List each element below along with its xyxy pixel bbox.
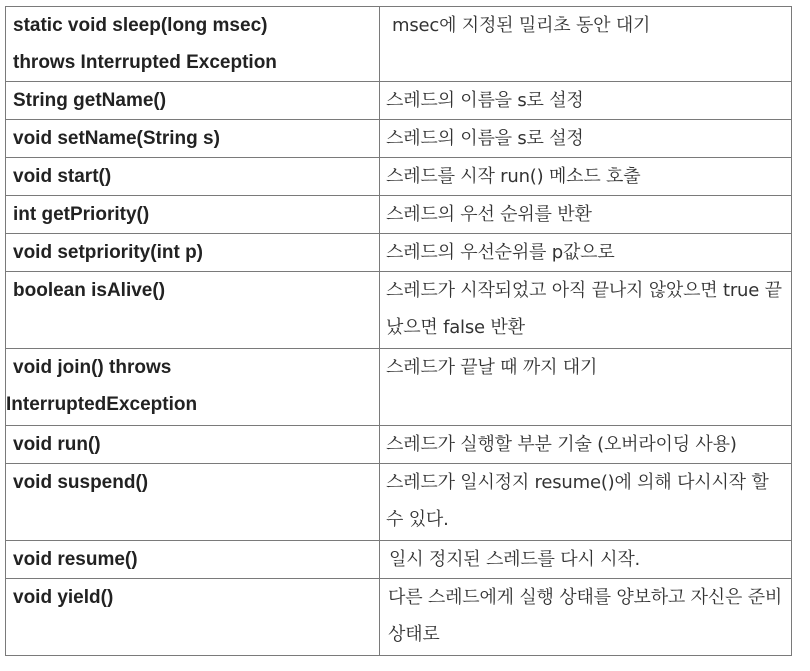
method-cell: int getPriority() (6, 196, 380, 234)
table-row (6, 426, 792, 464)
method-cell: String getName() (6, 82, 380, 120)
description-cell: 다른 스레드에게 실행 상태를 양보하고 자신은 준비 상태로 (380, 579, 792, 656)
method-cell: void suspend() (6, 464, 380, 541)
method-cell: void run() (6, 426, 380, 464)
description-cell: 스레드가 시작되었고 아직 끝나지 않았으면 true 끝났으면 false 반환 (380, 272, 792, 349)
table-row (6, 272, 792, 349)
method-cell: boolean isAlive() (6, 272, 380, 349)
method-cell (6, 7, 380, 82)
table-row (6, 579, 792, 656)
table-row (6, 464, 792, 541)
description-cell: 일시 정지된 스레드를 다시 시작. (380, 541, 792, 579)
description-cell: 스레드의 우선순위를 p값으로 (380, 234, 792, 272)
method-cell: void setpriority(int p) (6, 234, 380, 272)
method-cell (6, 349, 380, 426)
method-name-line: InterruptedException (6, 394, 198, 415)
table-row (6, 82, 792, 120)
description-cell: 스레드의 이름을 s로 설정 (380, 120, 792, 158)
method-name-line: static void sleep(long msec) (13, 15, 268, 36)
method-cell: void yield() (6, 579, 380, 656)
method-cell: void setName(String s) (6, 120, 380, 158)
table-row (6, 158, 792, 196)
description-cell: msec에 지정된 밀리초 동안 대기 (380, 7, 792, 82)
description-cell: 스레드의 우선 순위를 반환 (380, 196, 792, 234)
description-cell: 스레드가 일시정지 resume()에 의해 다시시작 할 수 있다. (380, 464, 792, 541)
table-row (6, 7, 792, 82)
table-row (6, 120, 792, 158)
method-cell: void start() (6, 158, 380, 196)
table-row (6, 541, 792, 579)
description-cell: 스레드가 끝날 때 까지 대기 (380, 349, 792, 426)
table-row (6, 196, 792, 234)
description-cell: 스레드를 시작 run() 메소드 호출 (380, 158, 792, 196)
description-cell: 스레드가 실행할 부분 기술 (오버라이딩 사용) (380, 426, 792, 464)
table-row (6, 349, 792, 426)
method-name-line: throws Interrupted Exception (13, 52, 277, 73)
thread-methods-table (5, 6, 792, 656)
method-cell: void resume() (6, 541, 380, 579)
description-cell: 스레드의 이름을 s로 설정 (380, 82, 792, 120)
method-name-line: void join() throws (13, 357, 172, 378)
table-row (6, 234, 792, 272)
